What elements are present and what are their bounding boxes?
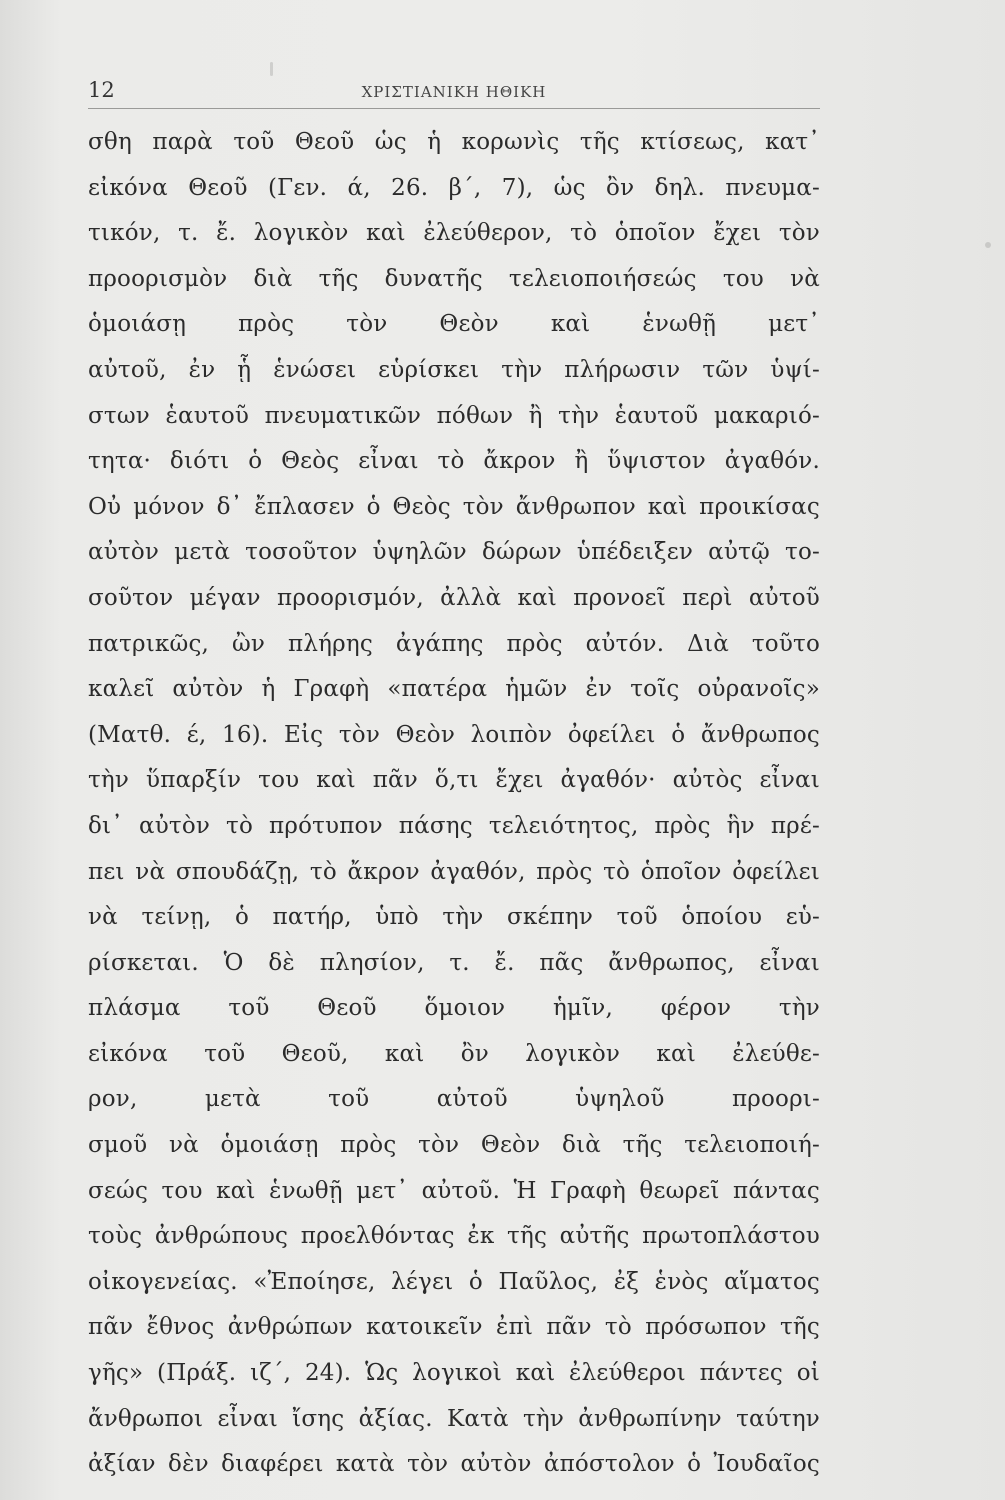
text-line: πατρικῶς, ὢν πλήρης ἀγάπης πρὸς αὐτόν. Διὰ τοῦτο xyxy=(88,630,820,657)
text-line: καλεῖ αὐτὸν ἡ Γραφὴ «πατέρα ἡμῶν ἐν τοῖς οὐρανοῖς» xyxy=(88,676,820,703)
text-line: αὐτοῦ, ἐν ᾗ ἑνώσει εὑρίσκει τὴν πλήρωσιν τῶν ὑψί- xyxy=(88,356,820,383)
text-line: σεώς του καὶ ἑνωθῇ μετ᾽ αὐτοῦ. Ἡ Γραφὴ θεωρεῖ πάντας xyxy=(88,1177,820,1204)
text-line: δι᾽ αὐτὸν τὸ πρότυπον πάσης τελειότητος, πρὸς ἣν πρέ- xyxy=(88,812,820,839)
text-line: ρον, μετὰ τοῦ αὐτοῦ ὑψηλοῦ προορι- xyxy=(88,1086,820,1113)
text-line: σθη παρὰ τοῦ Θεοῦ ὡς ἡ κορωνὶς τῆς κτίσεως, κατ᾽ xyxy=(88,129,820,155)
text-line: στων ἑαυτοῦ πνευματικῶν πόθων ἢ τὴν ἑαυτοῦ μακαριό- xyxy=(88,402,820,429)
text-line: προορισμὸν διὰ τῆς δυνατῆς τελειοποιήσεώς του νὰ xyxy=(88,265,820,292)
text-line: νὰ τείνῃ, ὁ πατήρ, ὑπὸ τὴν σκέπην τοῦ ὁποίου εὑ- xyxy=(88,904,820,931)
text-line: Οὐ μόνον δ᾽ ἔπλασεν ὁ Θεὸς τὸν ἄνθρωπον καὶ προικίσας xyxy=(88,493,820,520)
text-line: σμοῦ νὰ ὁμοιάσῃ πρὸς τὸν Θεὸν διὰ τῆς τελειοποιή- xyxy=(88,1132,820,1159)
text-line: σοῦτον μέγαν προορισμόν, ἀλλὰ καὶ προνοεῖ περὶ αὐτοῦ xyxy=(88,584,820,611)
text-line: πει νὰ σπουδάζῃ, τὸ ἄκρον ἀγαθόν, πρὸς τὸ ὁποῖον ὀφείλει xyxy=(88,858,820,885)
text-line: αὐτὸν μετὰ τοσοῦτον ὑψηλῶν δώρων ὑπέδειξεν αὐτῷ το- xyxy=(88,539,820,566)
header-rule xyxy=(88,108,820,109)
text-line: ἄνθρωποι εἶναι ἴσης ἀξίας. Κατὰ τὴν ἀνθρωπίνην ταύτην xyxy=(88,1405,820,1432)
text-line: πλάσμα τοῦ Θεοῦ ὅμοιον ἡμῖν, φέρον τὴν xyxy=(88,995,820,1022)
text-line: τητα· διότι ὁ Θεὸς εἶναι τὸ ἄκρον ἢ ὕψιστον ἀγαθόν. xyxy=(88,448,820,475)
text-line: εἰκόνα Θεοῦ (Γεν. ά, 26. β΄, 7), ὡς ὂν δηλ. πνευμα- xyxy=(88,174,820,201)
text-line: ἀξίαν δὲν διαφέρει κατὰ τὸν αὐτὸν ἀπόστολον ὁ Ἰουδαῖος xyxy=(88,1451,820,1478)
text-line: ρίσκεται. Ὁ δὲ πλησίον, τ. ἔ. πᾶς ἄνθρωπος, εἶναι xyxy=(88,949,820,976)
text-line: ὁμοιάσῃ πρὸς τὸν Θεὸν καὶ ἑνωθῇ μετ᾽ xyxy=(88,311,820,338)
text-line: τοὺς ἀνθρώπους προελθόντας ἐκ τῆς αὐτῆς πρωτοπλάστου xyxy=(88,1223,820,1250)
text-line: τικόν, τ. ἔ. λογικὸν καὶ ἐλεύθερον, τὸ ὁποῖον ἔχει τὸν xyxy=(88,220,820,247)
page-header xyxy=(88,78,820,108)
body-text xyxy=(88,120,820,1488)
paper-blemish xyxy=(270,62,273,76)
text-line: γῆς» (Πράξ. ιζ΄, 24). Ὡς λογικοὶ καὶ ἐλεύθεροι πάντες οἱ xyxy=(88,1360,820,1387)
text-line: εἰκόνα τοῦ Θεοῦ, καὶ ὂν λογικὸν καὶ ἐλεύθε- xyxy=(88,1040,820,1067)
text-line: οἰκογενείας. «Ἐποίησε, λέγει ὁ Παῦλος, ἐξ ἑνὸς αἵματος xyxy=(88,1268,820,1295)
text-line: πᾶν ἔθνος ἀνθρώπων κατοικεῖν ἐπὶ πᾶν τὸ πρόσωπον τῆς xyxy=(88,1314,820,1341)
paper-blemish xyxy=(985,242,991,248)
page-number: 12 xyxy=(88,78,115,102)
running-title: ΧΡΙΣΤΙΑΝΙΚΗ ΗΘΙΚΗ xyxy=(361,83,547,101)
text-line: (Ματθ. έ, 16). Εἰς τὸν Θεὸν λοιπὸν ὀφείλει ὁ ἄνθρωπος xyxy=(88,721,820,748)
text-line: τὴν ὕπαρξίν του καὶ πᾶν ὅ,τι ἔχει ἀγαθόν· αὐτὸς εἶναι xyxy=(88,767,820,794)
